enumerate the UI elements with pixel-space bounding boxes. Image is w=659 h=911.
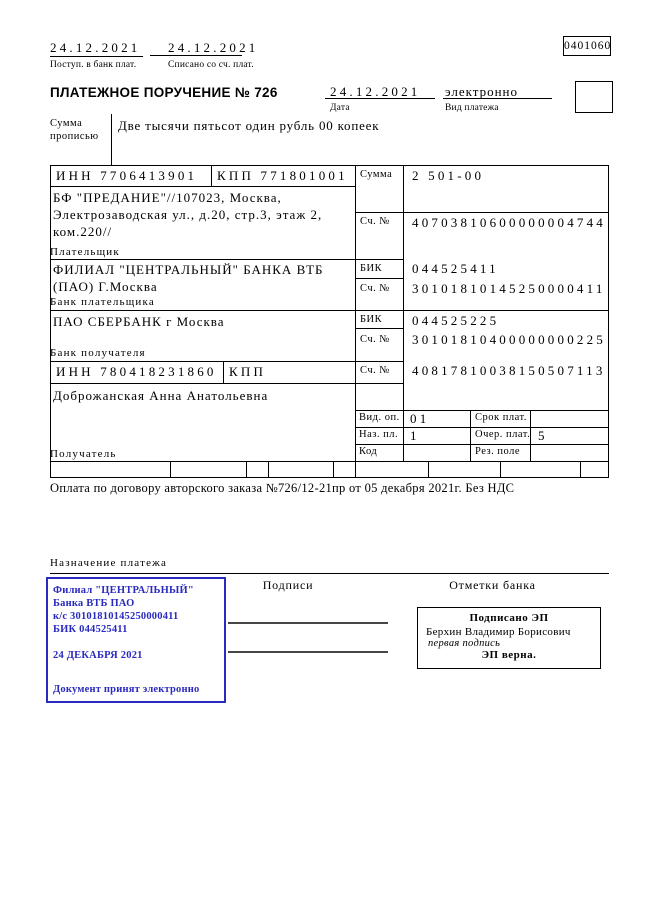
payee-bank-account-label: Сч. № xyxy=(360,334,390,345)
purpose-label: Назначение платежа xyxy=(50,557,168,569)
grid-line xyxy=(355,328,403,329)
grid-line xyxy=(223,361,224,383)
kod-label: Код xyxy=(359,446,378,457)
grid-line xyxy=(333,461,334,477)
received-date: 24.12.2021 xyxy=(50,40,141,55)
payee-account-label: Сч. № xyxy=(360,365,390,376)
ocher-plat-label: Очер. плат. xyxy=(475,429,531,440)
grid-line xyxy=(50,477,609,478)
grid-line xyxy=(50,310,608,311)
grid-line xyxy=(50,259,403,260)
grid-line xyxy=(50,186,355,187)
amount-label: Сумма xyxy=(360,169,393,180)
grid-line xyxy=(355,410,608,411)
payee-bank-label: Банк получателя xyxy=(50,347,146,359)
naz-pl-value: 1 xyxy=(410,428,420,443)
grid-line xyxy=(50,573,609,574)
grid-line xyxy=(50,165,51,478)
esign-box xyxy=(417,607,601,669)
received-date-field xyxy=(50,39,143,57)
payer-bank-account-label: Сч. № xyxy=(360,283,390,294)
doc-date-label: Дата xyxy=(330,103,350,113)
document-title: ПЛАТЕЖНОЕ ПОРУЧЕНИЕ № 726 xyxy=(50,85,278,100)
debited-date: 24.12.2021 xyxy=(168,40,259,55)
debited-date-label: Списано со сч. плат. xyxy=(168,60,254,70)
payment-kind-checkbox xyxy=(575,81,613,113)
grid-line xyxy=(355,444,608,445)
received-date-label: Поступ. в банк плат. xyxy=(50,60,137,70)
doc-date: 24.12.2021 xyxy=(330,84,421,99)
grid-line xyxy=(50,461,609,462)
stamp-corr-account: к/с 30101810145250000411 xyxy=(53,611,179,622)
stamp-bank-name: Филиал "ЦЕНТРАЛЬНЫЙ" Банка ВТБ ПАО xyxy=(53,585,194,609)
grid-line xyxy=(403,165,404,461)
stamp-note: Документ принят электронно xyxy=(53,684,200,695)
payment-kind-label: Вид платежа xyxy=(445,103,499,113)
signatures-header: Подписи xyxy=(262,578,314,592)
payer-kpp: КПП 771801001 xyxy=(217,168,348,183)
rez-pole-label: Рез. поле xyxy=(475,446,521,457)
grid-line xyxy=(355,427,608,428)
signature-line-1 xyxy=(228,622,388,624)
grid-line xyxy=(355,278,403,279)
amount-words-text: Две тысячи пятьсот один рубль 00 копеек xyxy=(118,118,380,133)
payer-inn: ИНН 7706413901 xyxy=(56,168,198,183)
payer-bank-account: 30101810145250000411 xyxy=(412,281,606,296)
payee-bank-bik: 044525225 xyxy=(412,313,500,328)
grid-line xyxy=(355,212,608,213)
debited-date-field xyxy=(150,39,259,56)
bank-stamp xyxy=(46,577,226,703)
grid-line xyxy=(268,461,269,477)
srok-plat-label: Срок плат. xyxy=(475,412,527,423)
grid-line xyxy=(211,165,212,186)
ocher-plat-value: 5 xyxy=(538,428,548,443)
payer-bank-label: Банк плательщика xyxy=(50,296,155,308)
payee-inn: ИНН 780418231860 xyxy=(56,364,217,379)
payee-account: 40817810038150507113 xyxy=(412,363,606,378)
payer-label: Плательщик xyxy=(50,246,120,258)
payer-bank-name: ФИЛИАЛ "ЦЕНТРАЛЬНЫЙ" БАНКА ВТБ (ПАО) Г.Москва xyxy=(53,262,324,294)
esign-status: ЭП верна. xyxy=(481,649,537,661)
stamp-bik: БИК 044525411 xyxy=(53,624,128,635)
payee-name: Доброжанская Анна Анатольевна xyxy=(53,388,269,403)
bank-marks-header: Отметки банка xyxy=(449,578,536,592)
payee-kpp-label: КПП xyxy=(229,364,267,379)
grid-line xyxy=(50,383,403,384)
grid-line xyxy=(111,114,112,165)
payer-bank-bik-label: БИК xyxy=(360,263,383,274)
grid-line xyxy=(246,461,247,477)
doc-date-field xyxy=(325,83,435,99)
grid-line xyxy=(170,461,171,477)
payee-bank-bik-label: БИК xyxy=(360,314,383,325)
payee-label: Получатель xyxy=(50,448,117,460)
vid-op-value: 01 xyxy=(410,411,430,426)
payer-account: 40703810600000004744 xyxy=(412,215,606,230)
payee-bank-account: 30101810400000000225 xyxy=(412,332,606,347)
grid-line xyxy=(500,461,501,477)
esign-title: Подписано ЭП xyxy=(469,612,549,624)
stamp-date: 24 ДЕКАБРЯ 2021 xyxy=(53,650,143,661)
esign-signer: Берхин Владимир Борисович xyxy=(426,626,571,638)
grid-line xyxy=(470,410,471,461)
form-code-box: 0401060 xyxy=(563,36,611,56)
payment-kind-field xyxy=(443,83,552,99)
payment-kind: электронно xyxy=(445,84,519,99)
amount-words-label: Сумма прописью xyxy=(50,118,99,142)
naz-pl-label: Наз. пл. xyxy=(359,429,399,440)
amount-value: 2 501-00 xyxy=(412,168,485,183)
grid-line xyxy=(608,165,609,478)
payer-account-label: Сч. № xyxy=(360,216,390,227)
payer-bank-bik: 044525411 xyxy=(412,261,499,276)
purpose-text: Оплата по договору авторского заказа №726/12-21пр от 05 декабря 2021г. Без НДС xyxy=(50,481,515,495)
grid-line xyxy=(580,461,581,477)
grid-line xyxy=(50,165,609,166)
payee-bank-name: ПАО СБЕРБАНК г Москва xyxy=(53,314,225,329)
grid-line xyxy=(50,361,403,362)
signature-line-2 xyxy=(228,651,388,653)
grid-line xyxy=(428,461,429,477)
payer-name: БФ "ПРЕДАНИЕ"//107023, Москва, Электрозаводская ул., д.20, стр.3, этаж 2, ком.220// xyxy=(53,190,323,239)
vid-op-label: Вид. оп. xyxy=(359,412,400,423)
esign-signature-kind: первая подпись xyxy=(428,638,501,649)
